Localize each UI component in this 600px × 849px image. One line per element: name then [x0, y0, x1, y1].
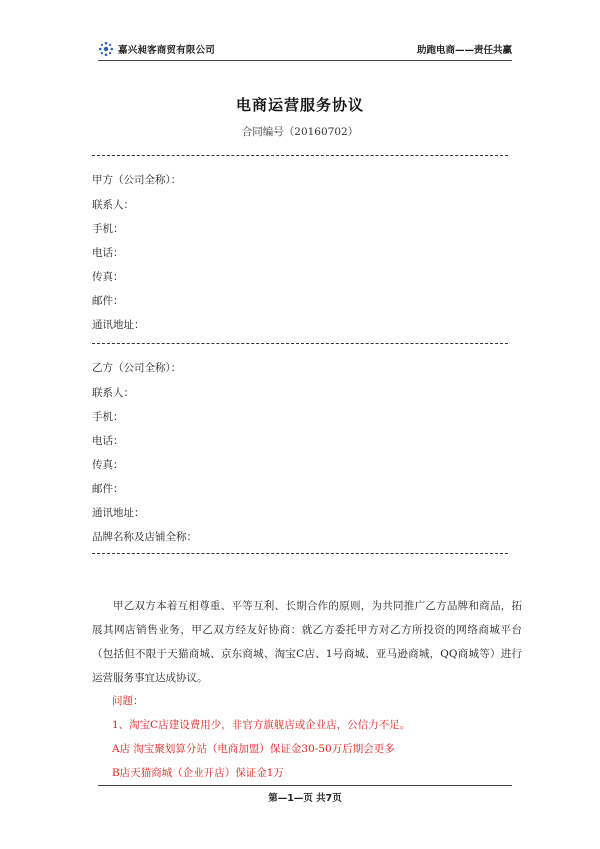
page-footer: 第—1—页 共7页: [98, 785, 512, 804]
contract-number: 合同编号（20160702）: [241, 126, 359, 138]
divider: [92, 155, 508, 156]
party-b-address-label: 通讯地址：: [92, 507, 145, 519]
party-a-phone-label: 电话：: [92, 247, 124, 259]
agreement-paragraph: 甲乙双方本着互相尊重、平等互利、长期合作的原则，为共同推广乙方品牌和商品，拓展其网店销售业务，甲乙双方经友好协商：就乙方委托甲方对乙方所投资的网络商城平台（包括但不限于天猫商城、京东商城、淘宝C店、1号商城、亚马逊商城，QQ商城等）进行运营服务事宜达成协议。: [92, 600, 522, 684]
party-a-name-label: 甲方（公司全称）：: [92, 174, 182, 186]
party-a-address-label: 通讯地址：: [92, 319, 145, 331]
party-a-email-label: 邮件：: [92, 295, 124, 307]
party-b-mobile-label: 手机：: [92, 411, 124, 423]
company-logo-icon: [98, 41, 114, 57]
divider: [92, 343, 508, 344]
header-slogan: 助跑电商——责任共赢: [416, 45, 512, 56]
party-b-email-label: 邮件：: [92, 483, 124, 495]
page-header: [98, 38, 512, 61]
note-item: B店天猫商城（企业开店）保证金1万: [112, 767, 284, 779]
document-title: 电商运营服务协议: [235, 96, 364, 114]
party-b-contact-label: 联系人：: [92, 387, 134, 399]
party-a-mobile-label: 手机：: [92, 223, 124, 235]
company-name: 嘉兴昶客商贸有限公司: [118, 45, 216, 56]
party-b-brand-label: 品牌名称及店铺全称：: [92, 531, 197, 543]
party-b-phone-label: 电话：: [92, 435, 124, 447]
party-a-fax-label: 传真：: [92, 271, 124, 283]
party-b-name-label: 乙方（公司全称）：: [92, 362, 182, 374]
divider: [92, 553, 508, 554]
notes-heading: 问题：: [112, 695, 144, 707]
note-item: 1、淘宝C店建设费用少，非官方旗舰店或企业店，公信力不足。: [112, 719, 411, 731]
party-a-contact-label: 联系人：: [92, 199, 134, 211]
party-b-fax-label: 传真：: [92, 459, 124, 471]
note-item: A店 淘宝聚划算分站（电商加盟）保证金30-50万后期会更多: [112, 743, 395, 755]
